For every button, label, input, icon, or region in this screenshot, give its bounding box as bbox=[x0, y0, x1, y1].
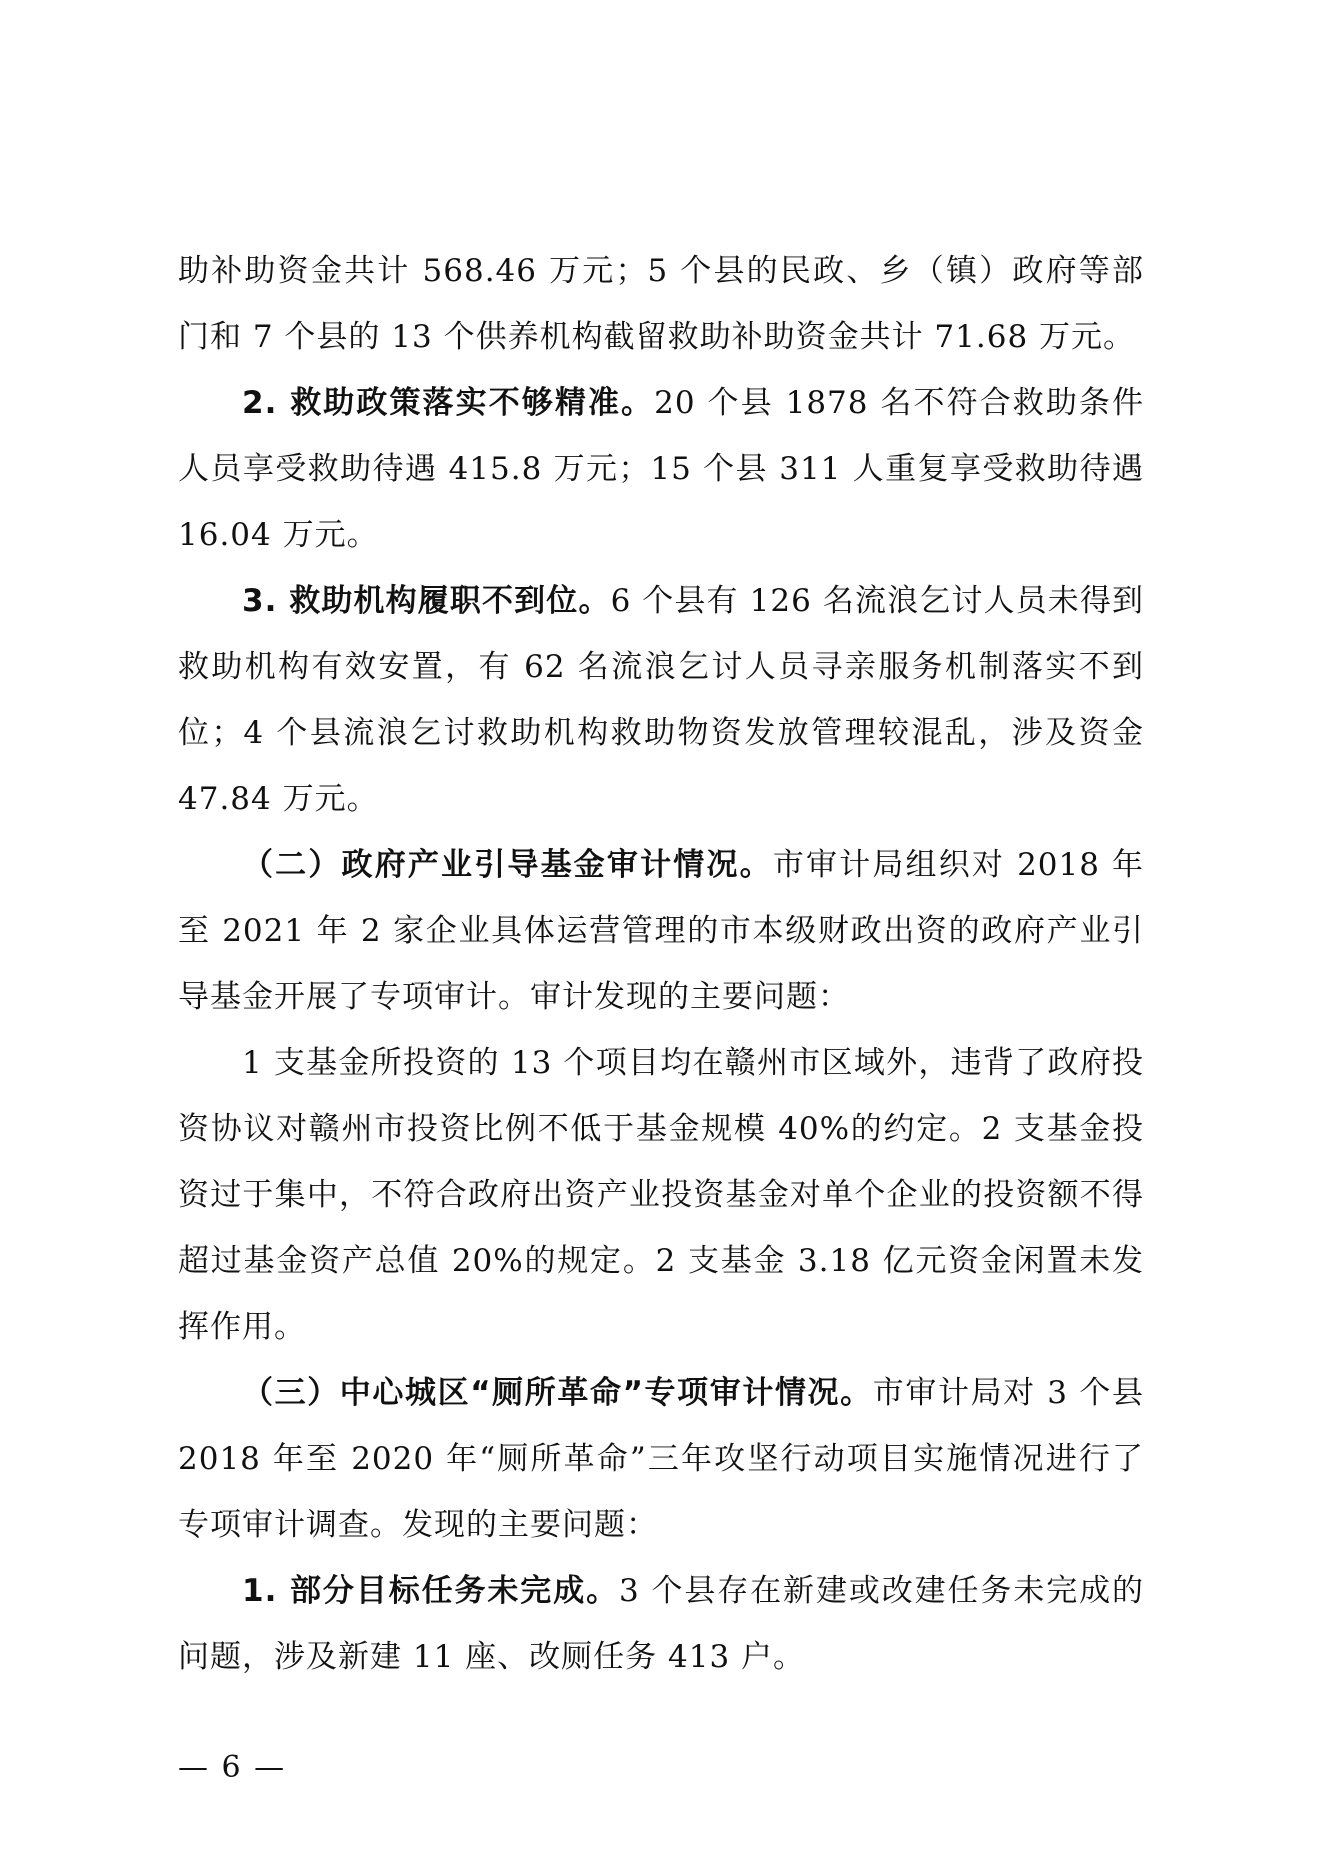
paragraph-1-text: 助补助资金共计 568.46 万元；5 个县的民政、乡（镇）政府等部门和 7 个县的 13 个供养机构截留救助补助资金共计 71.68 万元。 bbox=[178, 253, 1144, 355]
paragraph-5 bbox=[178, 1030, 1144, 1360]
paragraph-4 bbox=[178, 832, 1144, 1030]
document-body bbox=[178, 238, 1144, 1690]
paragraph-7 bbox=[178, 1558, 1144, 1690]
paragraph-3-lead: 3. 救助机构履职不到位。 bbox=[242, 583, 611, 619]
paragraph-4-lead: （二）政府产业引导基金审计情况。 bbox=[242, 847, 773, 883]
paragraph-6 bbox=[178, 1360, 1144, 1558]
paragraph-3-text: 6 个县有 126 名流浪乞讨人员未得到救助机构有效安置，有 62 名流浪乞讨人员寻亲服务机制落实不到位；4 个县流浪乞讨救助机构救助物资发放管理较混乱，涉及资金 47.84 万元。 bbox=[178, 583, 1144, 817]
paragraph-7-text: 3 个县存在新建或改建任务未完成的问题，涉及新建 11 座、改厕任务 413 户。 bbox=[178, 1573, 1145, 1675]
paragraph-7-lead: 1. 部分目标任务未完成。 bbox=[242, 1573, 619, 1609]
paragraph-6-text: 市审计局对 3 个县 2018 年至 2020 年“厕所革命”三年攻坚行动项目实施情况进行了专项审计调查。发现的主要问题： bbox=[178, 1375, 1144, 1543]
paragraph-4-text: 市审计局组织对 2018 年至 2021 年 2 家企业具体运营管理的市本级财政出资的政府产业引导基金开展了专项审计。审计发现的主要问题： bbox=[178, 847, 1144, 1015]
paragraph-2 bbox=[178, 370, 1144, 568]
paragraph-2-text: 20 个县 1878 名不符合救助条件人员享受救助待遇 415.8 万元；15 个县 311 人重复享受救助待遇 16.04 万元。 bbox=[178, 385, 1145, 553]
page-number: — 6 — bbox=[178, 1750, 287, 1785]
paragraph-5-text: 1 支基金所投资的 13 个项目均在赣州市区域外，违背了政府投资协议对赣州市投资比例不低于基金规模 40%的约定。2 支基金投资过于集中，不符合政府出资产业投资基金对单个企业的投资额不得超过基金资产总值 20%的规定。2 支基金 3.18 亿元资金闲置未发挥作用。 bbox=[178, 1045, 1144, 1345]
paragraph-3 bbox=[178, 568, 1144, 832]
paragraph-6-lead: （三）中心城区“厕所革命”专项审计情况。 bbox=[242, 1375, 873, 1411]
paragraph-2-lead: 2. 救助政策落实不够精准。 bbox=[242, 385, 655, 421]
paragraph-1 bbox=[178, 238, 1144, 370]
